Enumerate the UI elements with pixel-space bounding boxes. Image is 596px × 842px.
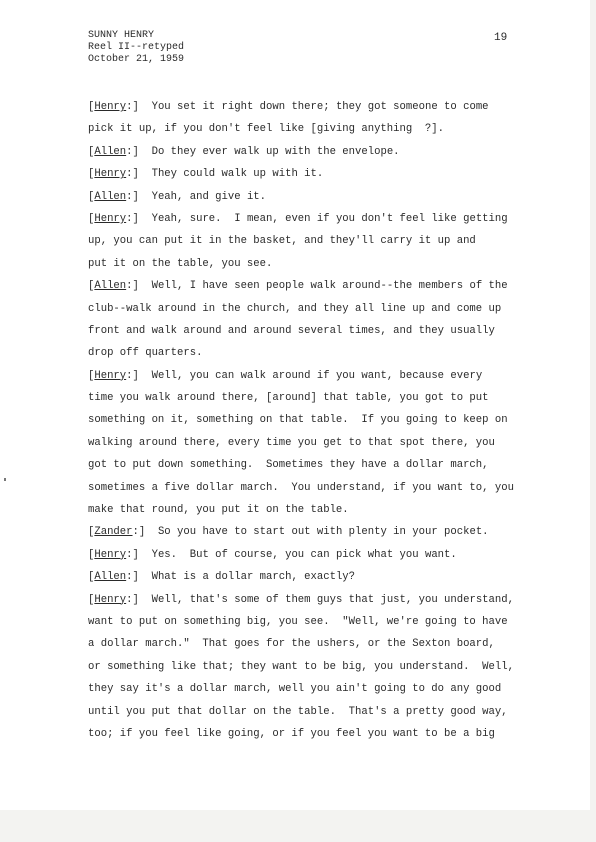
- speaker-label: Henry: [94, 212, 127, 225]
- transcript-line: [88, 633, 540, 655]
- line-text: make that round, you put it on the table.: [88, 504, 349, 517]
- transcript-line: [88, 678, 540, 700]
- speaker-label: Henry: [94, 593, 127, 606]
- transcript-line: [88, 230, 540, 252]
- transcript-line: [Allen:] Well, I have seen people walk around--the members of the: [88, 280, 508, 293]
- line-text: You set it right down there; they got someone to come: [151, 101, 489, 113]
- speaker-label: Henry: [94, 101, 127, 113]
- line-text: Yeah, and give it.: [151, 190, 267, 203]
- transcript-line: [Allen:] Do they ever walk up with the envelope.: [88, 145, 400, 158]
- line-text: they say it's a dollar march, well you ain't going to do any good: [88, 683, 502, 696]
- speaker-label: Allen: [94, 280, 127, 293]
- transcript-line: [88, 298, 540, 320]
- line-text: Well, I have seen people walk around--the members of the: [151, 280, 508, 293]
- transcript-line: [88, 387, 540, 409]
- header-date: October 21, 1959: [88, 54, 185, 65]
- transcript-line: [88, 253, 540, 275]
- transcript-line: [88, 477, 540, 499]
- line-text: a dollar march." That goes for the ushers, or the Sexton board,: [88, 638, 495, 651]
- page-number: 19: [494, 32, 508, 44]
- transcript-line: [88, 723, 540, 745]
- transcript-line: [88, 320, 540, 342]
- page-header: [88, 30, 184, 66]
- line-text: or something like that; they want to be big, you understand. Well,: [88, 660, 514, 673]
- transcript-line: [Henry:] Well, that's some of them guys that just, you understand,: [88, 593, 514, 606]
- header-name: SUNNY HENRY: [88, 30, 155, 41]
- line-text: got to put down something. Sometimes they have a dollar march,: [88, 459, 489, 472]
- transcript-line: [88, 409, 540, 431]
- transcript-line: [88, 454, 540, 476]
- line-text: So you have to start out with plenty in your pocket.: [157, 526, 489, 539]
- speaker-label: Henry: [94, 168, 127, 181]
- transcript-line: [88, 118, 540, 140]
- line-text: up, you can put it in the basket, and they'll carry it up and: [88, 235, 476, 248]
- speaker-label: Henry: [94, 548, 127, 561]
- transcript-line: [88, 701, 540, 723]
- line-text: put it on the table, you see.: [88, 257, 273, 270]
- line-text: Do they ever walk up with the envelope.: [151, 145, 400, 158]
- line-text: club--walk around in the church, and they all line up and come up: [88, 302, 502, 315]
- line-text: Well, that's some of them guys that just, you understand,: [151, 593, 514, 606]
- line-text: something on it, something on that table. If you going to keep on: [88, 414, 508, 427]
- transcript-line: [88, 499, 540, 521]
- line-text: too; if you feel like going, or if you feel you want to be a big: [88, 727, 495, 740]
- speaker-label: Henry: [94, 369, 127, 382]
- transcript-line: [88, 342, 540, 364]
- line-text: front and walk around and around several times, and they usually: [88, 324, 495, 337]
- transcript-line: [88, 656, 540, 678]
- margin-mark: [4, 478, 6, 481]
- line-text: time you walk around there, [around] that table, you got to put: [88, 392, 489, 405]
- line-text: They could walk up with it.: [151, 168, 324, 181]
- transcript-line: [Zander:] So you have to start out with plenty in your pocket.: [88, 526, 489, 539]
- line-text: Well, you can walk around if you want, because every: [151, 369, 483, 382]
- transcript-line: [Henry:] You set it right down there; they got someone to come: [88, 101, 489, 113]
- line-text: pick it up, if you don't feel like [giving anything ?].: [88, 123, 445, 136]
- transcript-line: [Henry:] Yeah, sure. I mean, even if you don't feel like getting: [88, 212, 508, 225]
- transcript-line: [Allen:] What is a dollar march, exactly?: [88, 571, 356, 584]
- line-text: sometimes a five dollar march. You understand, if you want to, you: [88, 481, 514, 494]
- speaker-label: Allen: [94, 190, 127, 203]
- transcript-line: [Henry:] Well, you can walk around if you want, because every: [88, 369, 483, 382]
- line-text: walking around there, every time you get to that spot there, you: [88, 436, 495, 449]
- transcript-line: [Henry:] They could walk up with it.: [88, 168, 324, 181]
- line-text: until you put that dollar on the table. That's a pretty good way,: [88, 705, 508, 718]
- transcript-line: [88, 611, 540, 633]
- speaker-label: Allen: [94, 145, 127, 158]
- line-text: want to put on something big, you see. "Well, we're going to have: [88, 615, 508, 628]
- speaker-label: Zander: [94, 526, 133, 539]
- header-reel: Reel II--retyped: [88, 42, 185, 53]
- transcript-line: [Allen:] Yeah, and give it.: [88, 190, 267, 203]
- line-text: Yes. But of course, you can pick what you want.: [151, 548, 457, 561]
- speaker-label: Allen: [94, 571, 127, 584]
- line-text: Yeah, sure. I mean, even if you don't feel like getting: [151, 212, 508, 225]
- transcript-line: [Henry:] Yes. But of course, you can pick what you want.: [88, 548, 457, 561]
- transcript-body: [88, 96, 540, 745]
- transcript-line: [88, 432, 540, 454]
- line-text: What is a dollar march, exactly?: [151, 571, 356, 584]
- line-text: drop off quarters.: [88, 347, 203, 360]
